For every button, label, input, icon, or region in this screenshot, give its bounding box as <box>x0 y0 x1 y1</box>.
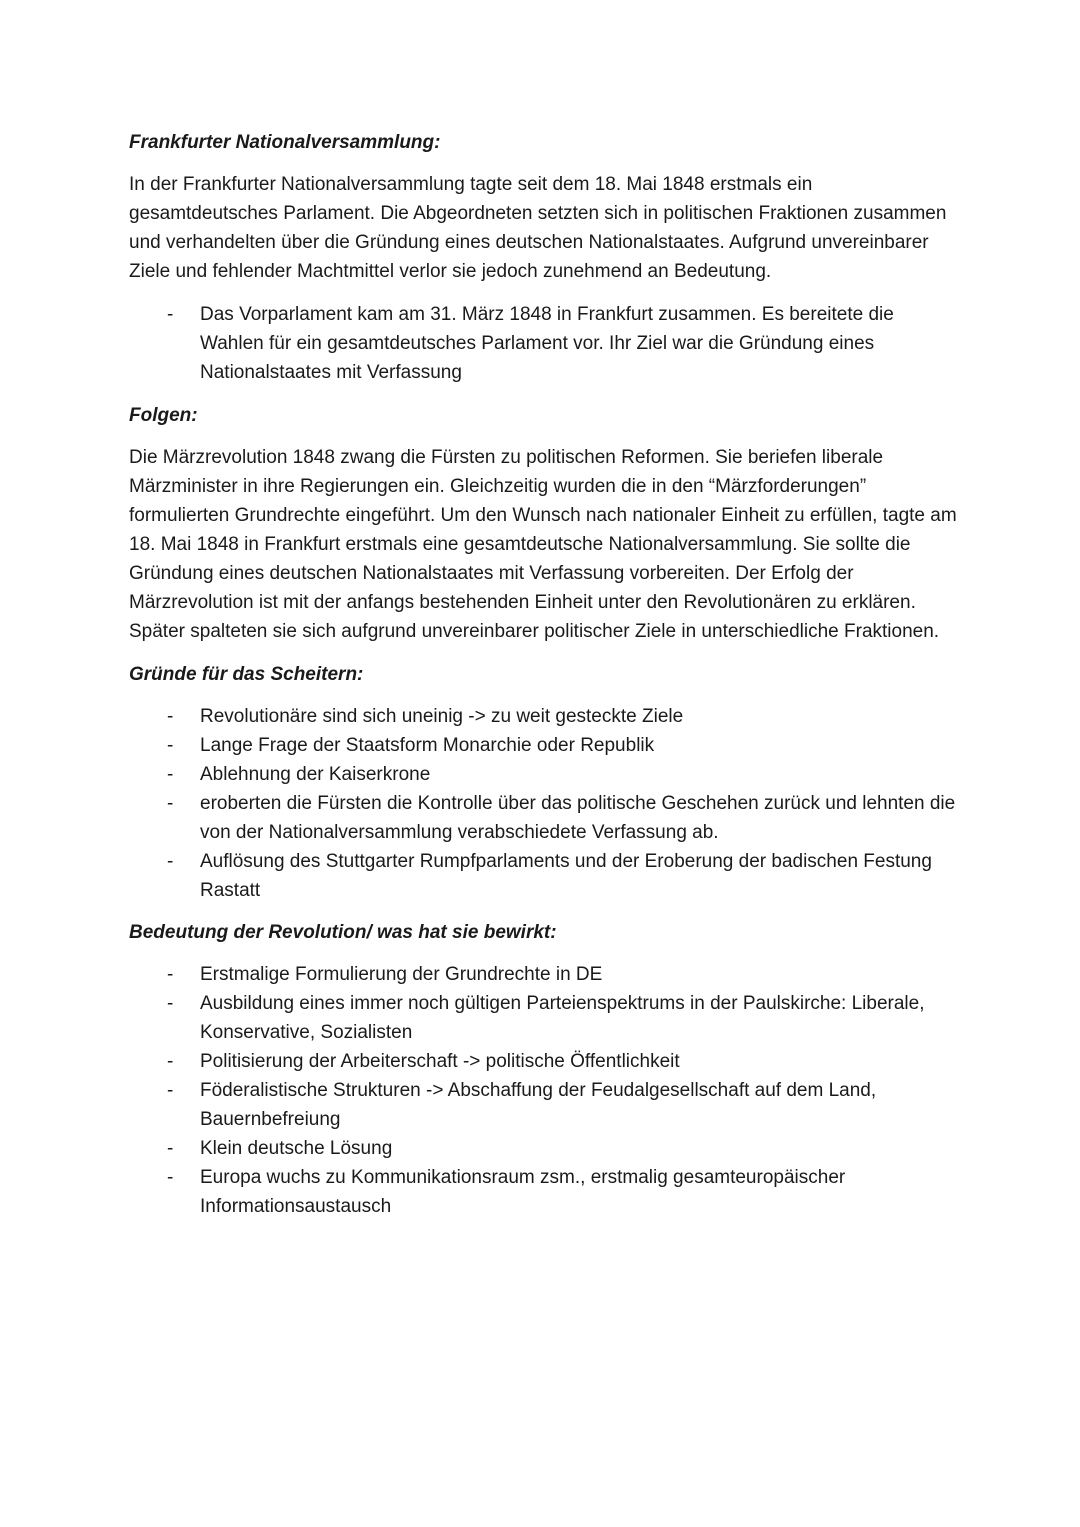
dash-bullet: - <box>167 964 174 985</box>
list-item <box>129 1047 959 1076</box>
list-item <box>129 731 959 760</box>
dash-bullet: - <box>167 1138 174 1159</box>
section-bedeutung <box>129 918 959 1221</box>
section-heading: Gründe für das Scheitern: <box>129 664 364 685</box>
list-item <box>129 702 959 731</box>
list-item-text: Lange Frage der Staatsform Monarchie oder Republik <box>200 735 655 756</box>
list-item-text: Das Vorparlament kam am 31. März 1848 in Frankfurt zusammen. Es bereitete die Wahlen für ein gesamtdeutsches Parlament vor. Ihr Ziel war die Gründung eines Nationalstaates mit Verfassung <box>200 304 894 383</box>
bullet-list <box>129 960 959 1221</box>
list-item-text: eroberten die Fürsten die Kontrolle über das politische Geschehen zurück und lehnten die von der Nationalversammlung verabschiedete Verfassung ab. <box>200 793 956 843</box>
section-heading: Frankfurter Nationalversammlung: <box>129 132 441 153</box>
bullet-list <box>129 300 959 387</box>
section-nationalversammlung <box>129 128 959 387</box>
list-item <box>129 1134 959 1163</box>
document-page <box>129 128 959 1235</box>
list-item-text: Erstmalige Formulierung der Grundrechte in DE <box>200 964 603 985</box>
list-item <box>129 760 959 789</box>
list-item <box>129 789 959 847</box>
dash-bullet: - <box>167 793 174 814</box>
dash-bullet: - <box>167 735 174 756</box>
section-paragraph: In der Frankfurter Nationalversammlung tagte seit dem 18. Mai 1848 erstmals ein gesamtdeutsches Parlament. Die Abgeordneten setzten sich in politischen Fraktionen zusammen und verhandelten über die Gründung eines deutschen Nationalstaates. Aufgrund unvereinbarer Ziele und fehlender Machtmittel verlor sie jedoch zunehmend an Bedeutung. <box>129 174 947 282</box>
section-heading: Bedeutung der Revolution/ was hat sie bewirkt: <box>129 922 557 943</box>
dash-bullet: - <box>167 993 174 1014</box>
list-item-text: Klein deutsche Lösung <box>200 1138 393 1159</box>
list-item <box>129 989 959 1047</box>
list-item-text: Revolutionäre sind sich uneinig -> zu weit gesteckte Ziele <box>200 706 684 727</box>
section-paragraph: Die Märzrevolution 1848 zwang die Fürsten zu politischen Reformen. Sie beriefen liberale Märzminister in ihre Regierungen ein. Gleichzeitig wurden die in den “Märzforderungen” formulierten Grundrechte eingeführt. Um den Wunsch nach nationaler Einheit zu erfüllen, tagte am 18. Mai 1848 in Frankfurt erstmals eine gesamtdeutsche Nationalversammlung. Sie sollte die Gründung eines deutschen Nationalstaates mit Verfassung vorbereiten. Der Erfolg der Märzrevolution ist mit der anfangs bestehenden Einheit unter den Revolutionären zu erklären. Später spalteten sie sich aufgrund unvereinbarer politischer Ziele in unterschiedliche Fraktionen. <box>129 447 957 642</box>
list-item <box>129 847 959 905</box>
list-item <box>129 1076 959 1134</box>
list-item <box>129 960 959 989</box>
section-gruende-scheitern <box>129 660 959 905</box>
dash-bullet: - <box>167 1051 174 1072</box>
list-item-text: Auflösung des Stuttgarter Rumpfparlaments und der Eroberung der badischen Festung Rastatt <box>200 851 932 901</box>
section-heading: Folgen: <box>129 405 198 426</box>
list-item-text: Ausbildung eines immer noch gültigen Parteienspektrums in der Paulskirche: Liberale, Konservative, Sozialisten <box>200 993 925 1043</box>
bullet-list <box>129 702 959 905</box>
section-folgen <box>129 401 959 646</box>
list-item <box>129 300 959 387</box>
dash-bullet: - <box>167 1167 174 1188</box>
list-item-text: Föderalistische Strukturen -> Abschaffung der Feudalgesellschaft auf dem Land, Bauernbefreiung <box>200 1080 877 1130</box>
list-item-text: Ablehnung der Kaiserkrone <box>200 764 431 785</box>
dash-bullet: - <box>167 304 174 325</box>
list-item <box>129 1163 959 1221</box>
dash-bullet: - <box>167 851 174 872</box>
dash-bullet: - <box>167 764 174 785</box>
list-item-text: Europa wuchs zu Kommunikationsraum zsm., erstmalig gesamteuropäischer Informationsaustausch <box>200 1167 846 1217</box>
dash-bullet: - <box>167 1080 174 1101</box>
list-item-text: Politisierung der Arbeiterschaft -> politische Öffentlichkeit <box>200 1051 680 1072</box>
dash-bullet: - <box>167 706 174 727</box>
